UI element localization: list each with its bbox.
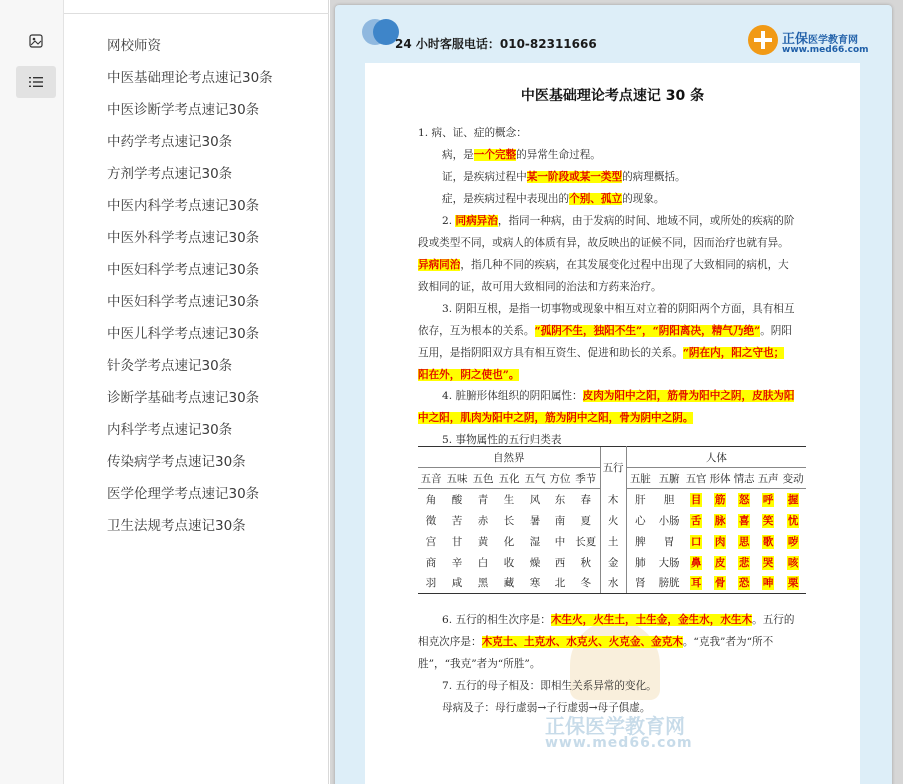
table-cell [780,531,806,552]
text: 。五行的 [752,614,795,626]
outline-item[interactable]: 中医妇科学考点速记30条 [107,294,260,310]
table-cell: 化 [503,535,515,548]
table-cell [756,573,780,594]
table-row [418,552,806,573]
table-cell: 燥 [529,556,541,569]
table-cell: 膀胱 [654,573,684,594]
text: ，指同一种病，由于发病的时间、地域不同，或所处的疾病的阶 [497,215,795,227]
table-cell: 肾 [626,573,654,594]
outline-item[interactable]: 中药学考点速记30条 [107,134,233,150]
table-cell [684,573,708,594]
outline-list [107,30,273,542]
table-cell: 赤 [477,514,489,527]
highlight: “阴在内，阳之守也； [682,347,785,359]
watermark-url: www.med66.com [545,735,693,751]
logo-brand: 正保 [782,32,809,47]
logo-name: 医学教育网 [808,35,859,46]
table-group-header: 人体 [626,447,806,468]
table-cell: 心 [635,514,646,527]
outline-button[interactable] [16,66,56,98]
table-header: 五官 [684,468,708,489]
table-header: 五味 [444,468,470,489]
table-cell: 木 [600,489,626,510]
highlight: 栗 [787,577,799,590]
highlight: 个别、孤立 [569,193,623,205]
table-cell: 黑 [470,573,496,594]
outline-item[interactable]: 传染病学考点速记30条 [107,454,246,470]
highlight: 哭 [762,556,774,569]
paragraph [442,389,835,404]
highlight: 皮 [714,556,726,569]
table-caption: 5. 事物属性的五行归类表 [442,434,562,446]
table-cell [780,489,806,510]
table-cell: 白 [477,556,489,569]
highlight: 同病异治 [455,215,498,227]
text: 。阴阳 [760,325,792,337]
table-header: 形体 [708,468,732,489]
table-cell: 胆 [663,493,675,506]
highlight: 怒 [738,493,750,506]
page-frame [335,5,892,784]
table-header: 情志 [732,468,756,489]
highlight: 某一阶段或某一类型 [526,171,623,183]
paragraph: 母病及子：母行虚弱→子行虚弱→母子俱虚。 [442,702,651,714]
text: 症，是疾病过程中表现出的 [442,193,570,205]
outline-toolbar [64,0,329,14]
table-cell [708,489,732,510]
table-cell [684,489,708,510]
paragraph [442,214,835,229]
outline-item[interactable]: 中医妇科学考点速记30条 [107,262,260,278]
table-cell: 甘 [451,535,463,548]
highlight: 舌 [690,514,702,527]
highlight: 目 [690,493,702,506]
logo-url: www.med66.com [782,45,869,55]
outline-item[interactable]: 内科学考点速记30条 [107,422,233,438]
table-cell [684,531,708,552]
table-cell: 火 [600,510,626,531]
table-cell [756,510,780,531]
text: 证，是疾病过程中 [442,171,527,183]
text: 依存，互为根本的关系。 [418,325,535,337]
highlight: 笑 [762,514,774,527]
table-header: 五色 [470,468,496,489]
table-cell [708,510,732,531]
table-cell [708,552,732,573]
table-cell [780,510,806,531]
paragraph: 段或类型不同，或病人的体质有异，故反映出的证候不同，因而治疗也就有异。 [418,237,789,249]
logo-icon [748,25,778,55]
paragraph [442,148,835,163]
table-cell: 暑 [529,514,541,527]
table-cell: 酸 [451,493,463,506]
table-cell [756,552,780,573]
paragraph [418,368,811,383]
highlight: 脉 [714,514,726,527]
table-cell [780,552,806,573]
table-row [418,510,806,531]
table-cell [732,552,756,573]
table-cell: 寒 [522,573,548,594]
text: 的病理概括。 [622,171,686,183]
outline-item[interactable]: 针灸学考点速记30条 [107,358,233,374]
outline-item[interactable]: 卫生法规考点速记30条 [107,518,246,534]
highlight: 鼻 [690,556,702,569]
table-header: 五腑 [654,468,684,489]
text: 病，是 [442,149,474,161]
highlight: 思 [738,535,750,548]
table-cell: 宫 [425,535,437,548]
highlight: 呻 [762,577,774,590]
paragraph [442,170,835,185]
table-cell: 长 [503,514,515,527]
table-cell: 南 [554,514,566,527]
highlight: 悲 [738,556,750,569]
highlight: 哕 [787,535,799,548]
text: 6. 五行的相生次序是： [442,614,551,626]
table-cell [732,510,756,531]
table-cell: 徵 [425,514,437,527]
outline-item[interactable]: 中医内科学考点速记30条 [107,198,260,214]
table-cell: 大肠 [658,556,680,569]
table-header: 变动 [780,468,806,489]
table-header: 季节 [572,468,600,489]
document-viewer[interactable] [330,0,903,784]
table-cell: 中 [554,535,566,548]
image-icon [29,34,43,48]
table-cell [732,489,756,510]
text: 的异常生命过程。 [516,149,601,161]
text: 的现象。 [622,193,665,205]
table-cell: 商 [425,556,437,569]
paragraph: 致相同的证，故可用大致相同的治法和方药来治疗。 [418,281,662,293]
table-cell: 金 [600,552,626,573]
paragraph [442,192,835,207]
outline-item[interactable]: 中医诊断学考点速记30条 [107,102,260,118]
table-header: 方位 [548,468,572,489]
text: ，指几种不同的疾病，在其发展变化过程中出现了大致相同的病机，大 [460,259,789,271]
document-title: 中医基础理论考点速记 30 条 [520,88,705,104]
table-cell: 冬 [572,573,600,594]
table-cell [732,531,756,552]
highlight: 一个完整 [473,149,517,161]
table-cell: 脾 [635,535,646,548]
text: 互用，是指阴阳双方具有相互资生、促进和助长的关系。 [418,347,683,359]
watermark-text: 正保医学教育网 [545,714,685,738]
table-cell: 生 [503,493,515,506]
text: 。“克我”者为“所不 [682,636,774,648]
highlight: 恐 [738,577,750,590]
table-cell [756,489,780,510]
table-row [418,573,806,594]
paragraph: 1. 病、证、症的概念： [418,127,527,139]
table-cell [708,573,732,594]
highlight: 骨 [714,577,726,590]
list-icon [28,75,44,89]
table-cell: 夏 [580,514,592,527]
text: 2. [442,215,456,227]
highlight: 歌 [762,535,774,548]
highlight: 木生火，火生土，土生金，金生水，水生木 [550,614,753,626]
table-row [418,489,806,510]
table-cell: 秋 [580,556,592,569]
table-cell [684,552,708,573]
outline-item[interactable]: 中医外科学考点速记30条 [107,230,260,246]
paragraph: 7. 五行的母子相及：即相生关系异常的变化。 [442,680,657,692]
table-cell: 土 [600,531,626,552]
outline-item[interactable]: 中医儿科学考点速记30条 [107,326,260,342]
outline-item[interactable]: 医学伦理学考点速记30条 [107,486,260,502]
table-cell [684,510,708,531]
table-group-header: 自然界 [418,447,600,468]
table-cell: 黄 [477,535,489,548]
table-cell: 水 [600,573,626,594]
highlight: 木克土、土克水、水克火、火克金、金克木 [481,636,683,648]
outline-item[interactable]: 方剂学考点速记30条 [107,166,233,182]
table-cell [732,573,756,594]
paragraph [418,258,811,273]
text: 4. 脏腑形体组织的阴阳属性： [442,390,583,402]
table-cell: 春 [580,493,592,506]
table-header: 五声 [756,468,780,489]
highlight: 呼 [762,493,774,506]
table-row [418,531,806,552]
highlight: 口 [690,535,702,548]
table-header: 五脏 [626,468,654,489]
highlight: 肉 [714,535,726,548]
paragraph [418,346,811,361]
highlight: 握 [787,493,799,506]
table-cell: 风 [529,493,541,506]
table-cell: 北 [548,573,572,594]
table-cell: 东 [554,493,566,506]
text: 相克次序是： [418,636,482,648]
table-cell: 咸 [444,573,470,594]
sidebar-rail [0,0,64,784]
table-group-header: 五行 [600,447,626,489]
paragraph: 胜”，“我克”者为“所胜”。 [418,658,541,670]
table-cell: 西 [554,556,566,569]
paragraph [418,324,811,339]
table-cell: 小肠 [658,514,680,527]
table-cell: 苦 [451,514,463,527]
table-cell [780,573,806,594]
hotline-text: 24 小时客服电话：010-82311666 [395,37,597,51]
paragraph [418,411,811,426]
highlight: 咳 [787,556,799,569]
highlight: “孤阴不生，独阳不生”，“阴阳离决，精气乃绝” [534,325,761,337]
thumbnails-button[interactable] [16,25,56,57]
highlight: 筋 [714,493,726,506]
highlight: 忧 [787,514,799,527]
highlight: 阳在外，阴之使也”。 [418,369,520,381]
outline-panel [64,0,329,784]
paragraph [442,613,835,628]
outline-item[interactable]: 诊断学基础考点速记30条 [107,390,260,406]
table-cell: 胃 [663,535,675,548]
table-cell: 羽 [418,573,444,594]
outline-item[interactable]: 网校师资 [107,38,161,54]
table-header: 五化 [496,468,522,489]
table-cell: 青 [477,493,489,506]
table-cell: 湿 [529,535,541,548]
table-header: 五气 [522,468,548,489]
paragraph: 3. 阴阳互根，是指一切事物或现象中相互对立着的阴阳两个方面，具有相互 [442,303,795,315]
outline-item[interactable]: 中医基础理论考点速记30条 [107,70,273,86]
table-cell: 肺 [635,556,646,569]
table-cell: 收 [503,556,515,569]
highlight: 喜 [738,514,750,527]
table-cell: 藏 [496,573,522,594]
table-cell: 肝 [635,493,646,506]
table-cell [708,531,732,552]
paragraph [418,635,811,650]
five-elements-table [418,446,806,594]
table-cell: 角 [425,493,437,506]
highlight: 中之阳，肌肉为阳中之阴，筋为阴中之阳，骨为阴中之阴。 [418,412,694,424]
table-header: 五音 [418,468,444,489]
table-cell [756,531,780,552]
highlight: 皮肉为阳中之阳，筋骨为阳中之阴，皮肤为阳 [582,390,795,402]
table-cell: 辛 [451,556,463,569]
highlight: 异病同治 [418,259,461,271]
highlight: 耳 [690,577,702,590]
table-body [418,489,806,594]
table-cell: 长夏 [575,535,597,548]
